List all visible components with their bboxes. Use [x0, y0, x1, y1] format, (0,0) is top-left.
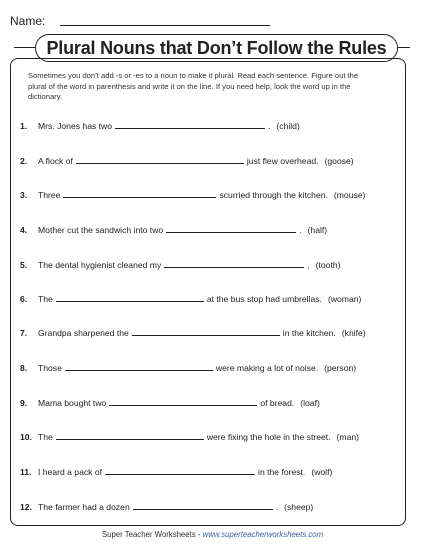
title-rule-right — [398, 47, 410, 48]
question-text-before: A flock of — [38, 156, 73, 166]
question-number: 4. — [20, 225, 28, 235]
question-hint: (sheep) — [284, 502, 314, 512]
question-9 — [20, 398, 320, 408]
question-5 — [20, 260, 340, 270]
question-hint: (knife) — [341, 328, 366, 338]
question-text-before: The — [38, 432, 53, 442]
footer — [0, 530, 425, 539]
answer-blank[interactable] — [63, 190, 216, 198]
answer-blank[interactable] — [56, 432, 204, 440]
question-text-after: just flew overhead. — [246, 156, 319, 166]
question-text-after: in the kitchen. — [282, 328, 336, 338]
answer-blank[interactable] — [56, 294, 204, 302]
question-number: 6. — [20, 294, 28, 304]
worksheet-title: Plural Nouns that Don’t Follow the Rules — [35, 34, 398, 62]
question-number: 12. — [20, 502, 32, 512]
answer-blank[interactable] — [133, 502, 273, 510]
question-text-before: Mother cut the sandwich into two — [38, 225, 164, 235]
question-text-after: scurried through the kitchen. — [219, 190, 328, 200]
question-text-before: The — [38, 294, 53, 304]
question-hint: (woman) — [327, 294, 362, 304]
name-label: Name: — [10, 14, 46, 28]
answer-blank[interactable] — [115, 121, 265, 129]
question-hint: (mouse) — [333, 190, 366, 200]
question-text-before: Mama bought two — [38, 398, 107, 408]
question-number: 10. — [20, 432, 32, 442]
question-hint: (person) — [324, 363, 357, 373]
answer-blank[interactable] — [132, 328, 280, 336]
question-text-after: . — [268, 121, 271, 131]
footer-separator: - — [195, 530, 203, 539]
question-7 — [20, 328, 366, 338]
question-text-before: Grandpa sharpened the — [38, 328, 129, 338]
question-number: 2. — [20, 156, 28, 166]
question-number: 3. — [20, 190, 28, 200]
question-text-after: at the bus stop had umbrellas. — [206, 294, 322, 304]
question-text-after: . — [275, 502, 279, 512]
question-text-before: Mrs. Jones has two — [38, 121, 113, 131]
instructions-text: Sometimes you don’t add -s or -es to a noun to make it plural. Read each sentence. Figure out the plural of the word in parenthesis and write it on the line. If you need help, look the word up in the dictionary. — [28, 71, 359, 102]
question-1 — [20, 121, 300, 131]
question-3 — [20, 190, 365, 200]
answer-blank[interactable] — [166, 225, 296, 233]
question-text-after: in the forest. — [258, 467, 306, 477]
question-hint: (half) — [307, 225, 328, 235]
question-4 — [20, 225, 327, 235]
question-text-after: . — [307, 260, 310, 270]
question-text-before: The dental hygienist cleaned my — [38, 260, 162, 270]
question-10 — [20, 432, 359, 442]
question-text-before: I heard a pack of — [38, 467, 103, 477]
question-text-after: were fixing the hole in the street. — [206, 432, 331, 442]
answer-blank[interactable] — [164, 260, 304, 268]
question-6 — [20, 294, 361, 304]
question-text-before: The farmer had a dozen — [38, 502, 130, 512]
question-text-after: . — [299, 225, 302, 235]
question-number: 9. — [20, 398, 28, 408]
question-text-before: Three — [38, 190, 61, 200]
question-number: 8. — [20, 363, 28, 373]
question-hint: (child) — [276, 121, 300, 131]
question-text-after: of bread. — [260, 398, 295, 408]
question-text-after: were making a lot of noise. — [215, 363, 319, 373]
answer-blank[interactable] — [76, 156, 244, 164]
question-hint: (goose) — [324, 156, 354, 166]
question-12 — [20, 502, 313, 512]
question-hint: (tooth) — [315, 260, 341, 270]
answer-blank[interactable] — [65, 363, 213, 371]
question-hint: (man) — [336, 432, 359, 442]
question-hint: (wolf) — [311, 467, 333, 477]
question-number: 1. — [20, 121, 28, 131]
footer-brand: Super Teacher Worksheets — [101, 530, 196, 539]
footer-url[interactable]: www.superteacherworksheets.com — [202, 530, 324, 539]
name-line[interactable] — [60, 25, 270, 26]
question-number: 5. — [20, 260, 28, 270]
question-11 — [20, 467, 332, 477]
answer-blank[interactable] — [109, 398, 257, 406]
question-2 — [20, 156, 354, 166]
question-8 — [20, 363, 356, 373]
question-text-before: Those — [38, 363, 62, 373]
question-number: 11. — [20, 467, 32, 477]
answer-blank[interactable] — [105, 467, 255, 475]
question-number: 7. — [20, 328, 28, 338]
question-hint: (loaf) — [300, 398, 320, 408]
